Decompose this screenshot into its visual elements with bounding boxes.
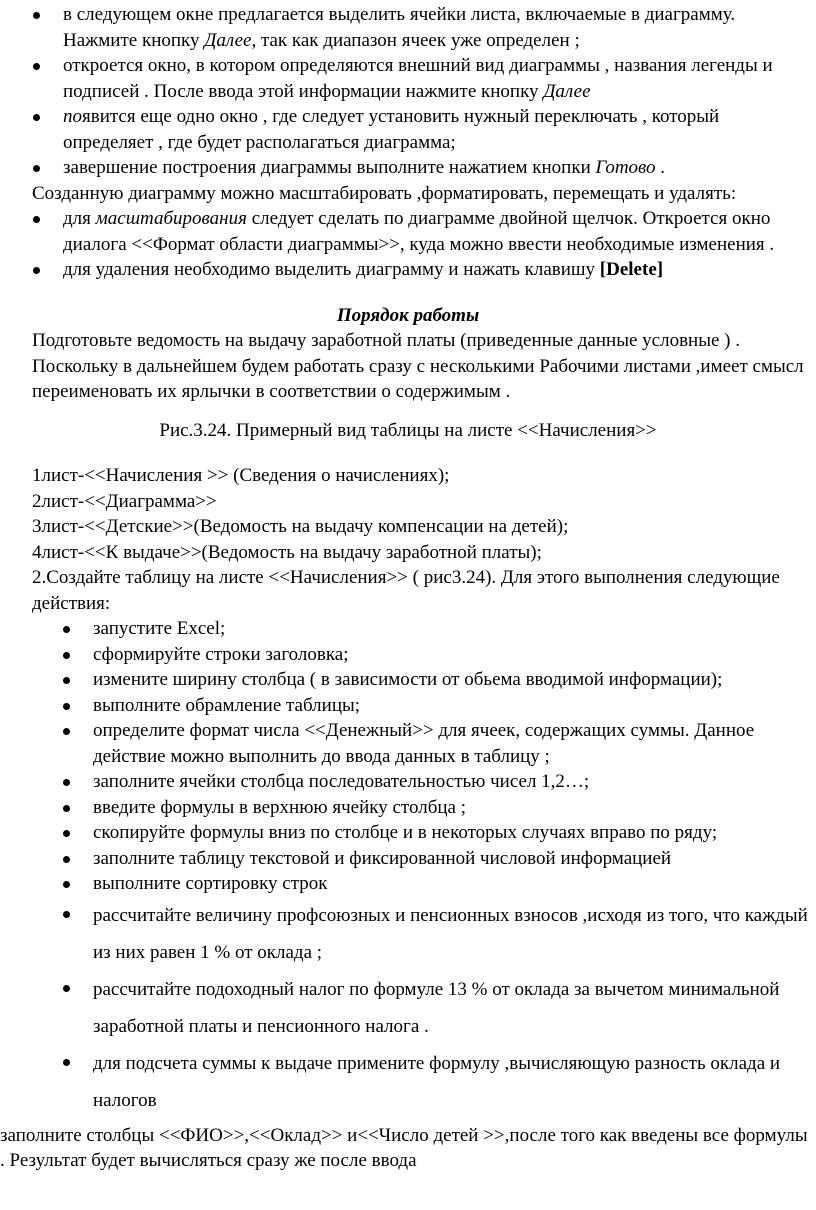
- chart-wizard-steps-list: [0, 2, 816, 181]
- chart-edit-list: [0, 206, 816, 283]
- sheet-line: 4лист-<<К выдаче>>(Ведомость на выдачу заработной платы);: [32, 541, 542, 563]
- list-item: завершение построения диаграммы выполните нажатием кнопки Готово .: [0, 155, 816, 181]
- bullet-icon: [63, 1059, 70, 1066]
- bullet-icon: [63, 911, 70, 918]
- bullet-icon: [33, 216, 40, 223]
- sheet-list: [0, 463, 816, 616]
- steps-list: [0, 616, 816, 1119]
- bullet-icon: [33, 12, 40, 19]
- list-item: в следующем окне предлагается выделить ячейки листа, включаемые в диаграмму. Нажмите кнопку Далее, так как диапазон ячеек уже определен ;: [0, 2, 816, 53]
- list-item: откроется окно, в котором определяются внешний вид диаграммы , названия легенды и подписей . После ввода этой информации нажмите кнопку Далее: [0, 53, 816, 104]
- final-paragraph: заполните столбцы <<ФИО>>,<<Оклад>> и<<Число детей >>,после того как введены все формулы . Результат будет вычисляться сразу же после ввода: [0, 1124, 808, 1171]
- bullet-icon: [63, 626, 70, 633]
- list-item: рассчитайте подоходный налог по формуле 13 % от оклада за вычетом минимальной заработной платы и пенсионного налога .: [0, 971, 816, 1045]
- bullet-icon: [63, 856, 70, 863]
- list-item: сформируйте строки заголовка;: [0, 642, 816, 668]
- bullet-icon: [63, 805, 70, 812]
- sheet-line: 1лист-<<Начисления >> (Сведения о начислениях);: [32, 465, 450, 486]
- list-item: заполните ячейки столбца последовательностью чисел 1,2…;: [0, 769, 816, 795]
- bullet-icon: [63, 728, 70, 735]
- bullet-icon: [33, 114, 40, 121]
- list-item: для удаления необходимо выделить диаграмму и нажать клавишу [Delete]: [0, 257, 816, 283]
- figure-caption: Рис.3.24. Примерный вид таблицы на листе <<Начисления>>: [159, 419, 657, 441]
- section-title: Порядок работы: [336, 304, 480, 326]
- list-item: введите формулы в верхнюю ячейку столбца ;: [0, 795, 816, 821]
- sheet-line: 3лист-<<Детские>>(Ведомость на выдачу компенсации на детей);: [32, 516, 569, 537]
- list-item: определите формат числа <<Денежный>> для ячеек, содержащих суммы. Данное действие можно выполнить до ввода данных в таблицу ;: [0, 718, 816, 769]
- bullet-icon: [63, 703, 70, 710]
- list-item: скопируйте формулы вниз по столбце и в некоторых случаях вправо по ряду;: [0, 820, 816, 846]
- list-item: для масштабирования следует сделать по диаграмме двойной щелчок. Откроется окно диалога <<Формат области диаграммы>>, куда можно ввести необходимые изменения .: [0, 206, 816, 257]
- list-item: запустите Excel;: [0, 616, 816, 642]
- list-item: выполните обрамление таблицы;: [0, 693, 816, 719]
- list-item: выполните сортировку строк: [0, 871, 816, 897]
- scale-paragraph: Созданную диаграмму можно масштабировать ,форматировать, перемещать и удалять:: [32, 182, 737, 204]
- sheet-line: 2.Создайте таблицу на листе <<Начисления>> ( рис3.24). Для этого выполнения следующие действия:: [32, 567, 780, 614]
- list-item: появится еще одно окно , где следует установить нужный переключать , который определяет , где будет располагаться диаграмма;: [0, 104, 816, 155]
- intro-paragraph: Подготовьте ведомость на выдачу заработной платы (приведенные данные условные ) . Поскольку в дальнейшем будем работать сразу с несколькими Рабочими листами ,имеет смысл переименовать их ярлычки в соответствии о содержимым .: [32, 330, 804, 402]
- bullet-icon: [33, 63, 40, 70]
- list-item: измените ширину столбца ( в зависимости от обьема вводимой информации);: [0, 667, 816, 693]
- bullet-icon: [63, 779, 70, 786]
- list-item: рассчитайте величину профсоюзных и пенсионных взносов ,исходя из того, что каждый из них равен 1 % от оклада ;: [0, 897, 816, 971]
- list-item: заполните таблицу текстовой и фиксированной числовой информацией: [0, 846, 816, 872]
- bullet-icon: [33, 165, 40, 172]
- sheet-line: 2лист-<<Диаграмма>>: [32, 490, 217, 512]
- list-item: для подсчета суммы к выдаче примените формулу ,вычисляющую разность оклада и налогов: [0, 1045, 816, 1119]
- bullet-icon: [63, 830, 70, 837]
- bullet-icon: [63, 677, 70, 684]
- bullet-icon: [63, 881, 70, 888]
- bullet-icon: [63, 652, 70, 659]
- bullet-icon: [33, 267, 40, 274]
- bullet-icon: [63, 985, 70, 992]
